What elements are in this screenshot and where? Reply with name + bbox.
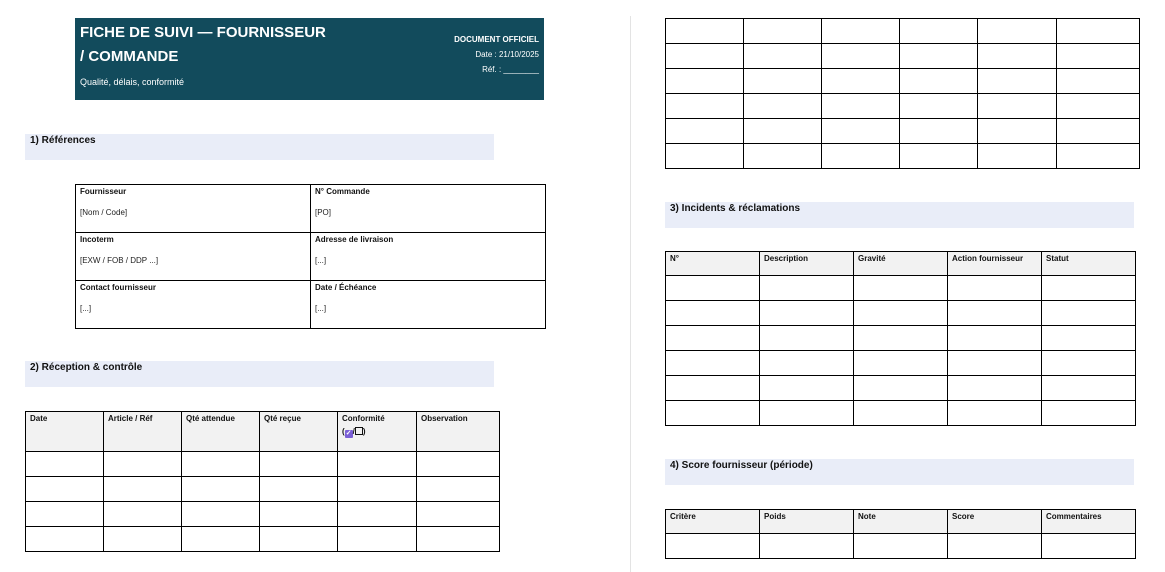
table-row (666, 534, 1136, 559)
field-value: [EXW / FOB / DDP ...] (80, 256, 159, 265)
table-row (26, 527, 500, 552)
table-cell[interactable] (666, 119, 744, 144)
table-cell[interactable] (822, 69, 900, 94)
document-title-line1: FICHE DE SUIVI — FOURNISSEUR (80, 24, 326, 41)
document-date: Date : 21/10/2025 (475, 50, 539, 59)
conformity-hint (342, 427, 366, 438)
document-subtitle: Qualité, délais, conformité (80, 77, 185, 87)
official-label: DOCUMENT OFFICIEL (454, 35, 539, 44)
column-header-score: Score (948, 510, 1042, 534)
table-cell[interactable] (978, 44, 1057, 69)
field-value: [...] (315, 304, 327, 313)
table-cell[interactable] (744, 19, 822, 44)
table-cell[interactable] (182, 477, 260, 502)
table-cell[interactable] (666, 69, 744, 94)
table-cell[interactable] (338, 502, 417, 527)
table-cell[interactable] (978, 119, 1057, 144)
table-row (666, 376, 1136, 401)
document-title-line2: / COMMANDE (80, 48, 179, 65)
table-cell[interactable] (822, 144, 900, 169)
table-cell[interactable] (1042, 276, 1136, 301)
supplier-score-table (665, 509, 1136, 559)
table-cell[interactable] (822, 44, 900, 69)
table-cell[interactable] (948, 301, 1042, 326)
table-cell[interactable] (338, 452, 417, 477)
table-cell[interactable] (26, 527, 104, 552)
column-header-description: Description (760, 252, 854, 276)
hint-separator: / (352, 427, 355, 436)
table-row (666, 326, 1136, 351)
table-cell[interactable] (26, 502, 104, 527)
table-cell[interactable] (666, 376, 760, 401)
column-header-number: N° (666, 252, 760, 276)
table-header-row (666, 510, 1136, 534)
table-cell[interactable] (822, 94, 900, 119)
section-incidents-title: 3) Incidents & réclamations (665, 202, 1134, 228)
field-label: Contact fournisseur (80, 283, 157, 292)
reference-cell-incoterm[interactable] (76, 233, 311, 281)
page-divider (630, 16, 631, 572)
table-cell[interactable] (854, 376, 948, 401)
table-cell[interactable] (744, 44, 822, 69)
table-row (666, 119, 1140, 144)
table-cell[interactable] (1042, 534, 1136, 559)
table-cell[interactable] (854, 301, 948, 326)
table-cell[interactable] (760, 301, 854, 326)
table-cell[interactable] (744, 69, 822, 94)
column-header-conformity (338, 412, 417, 452)
table-row (666, 69, 1140, 94)
field-value: [...] (315, 256, 327, 265)
table-cell[interactable] (854, 534, 948, 559)
table-cell[interactable] (182, 452, 260, 477)
table-cell[interactable] (744, 94, 822, 119)
field-label: Date / Échéance (315, 283, 377, 292)
column-header-weight: Poids (760, 510, 854, 534)
table-cell[interactable] (1057, 69, 1140, 94)
table-cell[interactable] (666, 301, 760, 326)
table-row (666, 94, 1140, 119)
table-cell[interactable] (854, 351, 948, 376)
column-header-supplier-action: Action fournisseur (948, 252, 1042, 276)
table-cell[interactable] (666, 534, 760, 559)
column-header-conformity-label: Conformité (342, 414, 385, 423)
field-label: N° Commande (315, 187, 370, 196)
table-cell[interactable] (104, 477, 182, 502)
table-cell[interactable] (666, 276, 760, 301)
table-cell[interactable] (854, 326, 948, 351)
table-cell[interactable] (948, 401, 1042, 426)
table-cell[interactable] (760, 351, 854, 376)
column-header-date: Date (26, 412, 104, 452)
hint-close: ) (362, 427, 366, 436)
table-header-row (26, 412, 500, 452)
column-header-comments: Commentaires (1042, 510, 1136, 534)
table-cell[interactable] (260, 502, 338, 527)
table-cell[interactable] (1042, 401, 1136, 426)
document-ref: Réf. : ________ (482, 65, 539, 74)
table-cell[interactable] (666, 19, 744, 44)
table-cell[interactable] (417, 477, 500, 502)
field-value: [PO] (315, 208, 332, 217)
table-cell[interactable] (260, 477, 338, 502)
table-row (666, 301, 1136, 326)
table-cell[interactable] (760, 326, 854, 351)
table-cell[interactable] (744, 119, 822, 144)
incidents-table (665, 251, 1136, 426)
field-value: [...] (80, 304, 92, 313)
table-cell[interactable] (948, 534, 1042, 559)
table-cell[interactable] (760, 401, 854, 426)
table-cell[interactable] (104, 527, 182, 552)
table-cell[interactable] (666, 351, 760, 376)
table-row (666, 19, 1140, 44)
table-cell[interactable] (1057, 144, 1140, 169)
reception-table-continuation (665, 18, 1140, 169)
table-cell[interactable] (854, 276, 948, 301)
section-score-title: 4) Score fournisseur (période) (665, 459, 1134, 485)
table-cell[interactable] (182, 527, 260, 552)
table-cell[interactable] (1042, 376, 1136, 401)
table-cell[interactable] (338, 527, 417, 552)
table-cell[interactable] (744, 144, 822, 169)
table-row (666, 44, 1140, 69)
references-table (75, 184, 546, 329)
table-cell[interactable] (948, 326, 1042, 351)
section-references-title: 1) Références (25, 134, 494, 160)
table-cell[interactable] (900, 19, 978, 44)
table-cell[interactable] (1057, 19, 1140, 44)
table-row (26, 477, 500, 502)
column-header-status: Statut (1042, 252, 1136, 276)
table-cell[interactable] (978, 144, 1057, 169)
table-cell[interactable] (104, 502, 182, 527)
table-cell[interactable] (417, 452, 500, 477)
reference-cell-due-date[interactable] (311, 281, 546, 329)
empty-box-icon (352, 427, 363, 436)
column-header-criterion: Critère (666, 510, 760, 534)
checked-box-icon: ✓ (345, 430, 352, 437)
field-value: [Nom / Code] (80, 208, 128, 217)
column-header-received-qty: Qté reçue (260, 412, 338, 452)
table-cell[interactable] (822, 19, 900, 44)
field-label: Fournisseur (80, 187, 127, 196)
table-row (26, 452, 500, 477)
table-cell[interactable] (1057, 94, 1140, 119)
table-cell[interactable] (26, 477, 104, 502)
table-row (76, 281, 546, 329)
table-cell[interactable] (260, 452, 338, 477)
table-cell[interactable] (978, 19, 1057, 44)
field-label: Adresse de livraison (315, 235, 394, 244)
column-header-expected-qty: Qté attendue (182, 412, 260, 452)
table-cell[interactable] (666, 401, 760, 426)
table-row (666, 144, 1140, 169)
table-cell[interactable] (948, 276, 1042, 301)
table-cell[interactable] (666, 326, 760, 351)
hint-open: ( (342, 427, 345, 436)
reference-cell-supplier[interactable] (76, 185, 311, 233)
document-header (75, 18, 544, 100)
table-cell[interactable] (1057, 119, 1140, 144)
section-reception-title: 2) Réception & contrôle (25, 361, 494, 387)
table-row (666, 276, 1136, 301)
table-cell[interactable] (900, 44, 978, 69)
table-cell[interactable] (900, 119, 978, 144)
column-header-severity: Gravité (854, 252, 948, 276)
table-cell[interactable] (666, 94, 744, 119)
table-cell[interactable] (760, 376, 854, 401)
table-cell[interactable] (900, 69, 978, 94)
table-cell[interactable] (900, 144, 978, 169)
table-cell[interactable] (1042, 301, 1136, 326)
table-row (76, 185, 546, 233)
table-cell[interactable] (338, 477, 417, 502)
reception-table (25, 411, 500, 552)
table-header-row (666, 252, 1136, 276)
table-cell[interactable] (822, 119, 900, 144)
table-cell[interactable] (1042, 326, 1136, 351)
table-cell[interactable] (417, 527, 500, 552)
table-cell[interactable] (1042, 351, 1136, 376)
reference-cell-supplier-contact[interactable] (76, 281, 311, 329)
table-cell[interactable] (26, 452, 104, 477)
table-cell[interactable] (104, 452, 182, 477)
table-cell[interactable] (948, 351, 1042, 376)
table-cell[interactable] (666, 44, 744, 69)
table-cell[interactable] (900, 94, 978, 119)
table-row (26, 502, 500, 527)
table-cell[interactable] (1057, 44, 1140, 69)
table-cell[interactable] (978, 69, 1057, 94)
table-cell[interactable] (666, 144, 744, 169)
table-cell[interactable] (978, 94, 1057, 119)
table-row (666, 351, 1136, 376)
table-cell[interactable] (760, 534, 854, 559)
table-cell[interactable] (182, 502, 260, 527)
reference-cell-delivery-address[interactable] (311, 233, 546, 281)
table-cell[interactable] (948, 376, 1042, 401)
table-cell[interactable] (260, 527, 338, 552)
table-cell[interactable] (760, 276, 854, 301)
column-header-article: Article / Réf (104, 412, 182, 452)
table-cell[interactable] (417, 502, 500, 527)
table-cell[interactable] (854, 401, 948, 426)
table-row (76, 233, 546, 281)
reference-cell-order-number[interactable] (311, 185, 546, 233)
table-row (666, 401, 1136, 426)
field-label: Incoterm (80, 235, 114, 244)
column-header-grade: Note (854, 510, 948, 534)
column-header-observation: Observation (417, 412, 500, 452)
